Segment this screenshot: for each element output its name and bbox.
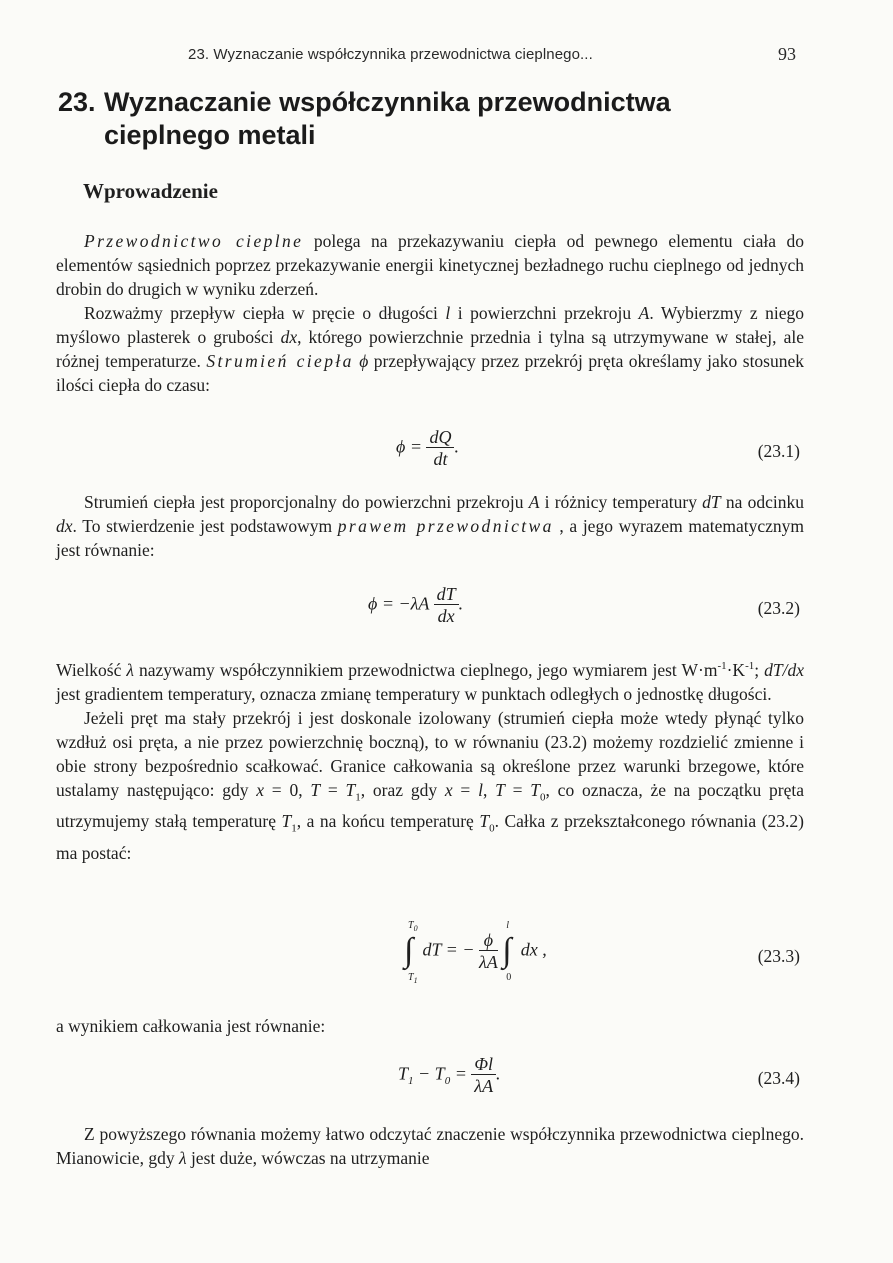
eq3-integrand-2: dx ,: [520, 939, 547, 960]
term-heat-conduction: Przewodnictwo cieplne: [84, 231, 304, 251]
symbol-l: l: [445, 303, 451, 323]
symbol-gradient: dT/dx: [764, 659, 804, 680]
symbol-lambda: λ: [126, 659, 134, 680]
text-run: . Wybierzmy z niego myślowo plasterek o grubości: [56, 303, 805, 347]
text-run: ;: [754, 659, 765, 680]
eq3-numerator: ϕ: [479, 930, 498, 951]
eq3-fraction: [479, 930, 498, 973]
text-run: przepływający przez przekrój pręta określamy jako stosunek ilości ciepła do czasu:: [56, 351, 805, 395]
paragraph-2: [56, 301, 804, 397]
body-block-5: [56, 1122, 804, 1170]
symbol-x: x: [444, 779, 453, 800]
text-run: = 0,: [264, 779, 311, 800]
page-number: 93: [778, 44, 796, 64]
exponent: -1: [745, 660, 755, 672]
eq3-label: (23.3): [757, 946, 800, 966]
chapter-title-line2: cieplnego metali: [104, 120, 316, 150]
text-run: ,: [482, 779, 496, 800]
symbol-lambda: λ: [178, 1148, 187, 1168]
symbol-T: T: [310, 779, 321, 800]
subscript: 0: [489, 822, 495, 835]
text-run: na odcinku: [720, 492, 804, 512]
subscript: 1: [355, 791, 361, 804]
int1-lower: T: [408, 971, 414, 983]
eq1-fraction: [426, 427, 454, 470]
symbol-T1: T: [345, 779, 356, 800]
text-run: =: [452, 779, 479, 800]
int2-upper: l: [506, 919, 510, 931]
paragraph-4: [56, 654, 804, 706]
eq4-minus: −: [413, 1063, 435, 1084]
text-run: jest gradientem temperatury, oznacza zmianę temperatury w punktach odległych o jednostkę długości.: [56, 683, 772, 704]
paragraph-5: [56, 706, 804, 865]
subscript: 1: [291, 822, 297, 835]
chapter-title-line1: Wyznaczanie współczynnika przewodnictwa: [104, 87, 671, 117]
eq4-numerator: Φl: [471, 1054, 496, 1075]
int1-upper: T: [408, 919, 414, 931]
int1-lower-sub: 1: [413, 975, 418, 985]
paragraph-6: a wynikiem całkowania jest równanie:: [56, 1016, 326, 1036]
subscript: 0: [540, 791, 546, 804]
section-title: Wprowadzenie: [83, 179, 218, 203]
chapter-title: [58, 86, 778, 152]
symbol-dT: dT: [702, 492, 721, 512]
text-run: Jeżeli pręt ma stały przekrój i jest doskonale izolowany (strumień ciepła może wtedy płynąć tylko wzdłuż osi pręta, a nie przez powierzchnię boczną), to w równaniu (23.2) możemy rozdzielić zmienne i obie strony bezpośrednio scałkować. Granice całkowania są określone przez warunki brzegowe, które ustalamy następująco: gdy: [56, 707, 804, 800]
eq1-period: .: [454, 436, 459, 457]
symbol-l: l: [478, 779, 483, 800]
integral-sign-1: ∫ $T_0$ $T_1$: [404, 919, 418, 985]
body-block-3: [56, 654, 804, 865]
text-run: , a na końcu temperaturę: [296, 811, 480, 832]
eq4-period: .: [496, 1063, 501, 1084]
text-run: =: [504, 779, 531, 800]
eq4-equals: =: [450, 1063, 467, 1084]
eq4-T0: T: [434, 1063, 445, 1084]
eq4-label: (23.4): [757, 1068, 800, 1088]
eq1-label: (23.1): [757, 441, 800, 461]
chapter-number: 23.: [58, 87, 96, 117]
body-block-2: [56, 490, 804, 562]
eq4-sub1: 1: [408, 1075, 414, 1088]
eq1-lhs: ϕ =: [396, 436, 422, 457]
eq1-denominator: dt: [433, 449, 448, 469]
body-block-4: [56, 1014, 804, 1038]
text-run: ·K: [726, 659, 746, 680]
text-run: , którego powierzchnie przednia i tylna są utrzymywane w stałej, ale różnej temperaturze.: [56, 327, 804, 371]
equation-23-4: [56, 1052, 804, 1102]
integral-sign-2: ∫ l 0: [502, 919, 512, 983]
eq2-denominator: dx: [437, 606, 455, 626]
body-block-1: [56, 229, 804, 397]
eq4-denominator: λA: [474, 1076, 494, 1096]
symbol-T0: T: [479, 811, 490, 832]
eq3-denominator: λA: [478, 952, 498, 972]
eq1-numerator: dQ: [426, 427, 454, 448]
text-run: . To stwierdzenie jest podstawowym: [72, 516, 338, 536]
text-run: , co oznacza, że na początku pręta utrzymujemy stałą temperaturę: [56, 779, 805, 832]
symbol-A: A: [528, 492, 540, 512]
int1-upper-sub: 0: [413, 923, 418, 933]
text-run: Strumień ciepła jest proporcjonalny do powierzchni przekroju: [84, 492, 529, 512]
eq2-numerator: dT: [434, 584, 459, 605]
equation-23-2: [56, 584, 804, 634]
text-run: nazywamy współczynnikiem przewodnictwa cieplnego, jego wymiarem jest W·m: [133, 659, 718, 680]
symbol-dx: dx: [280, 327, 298, 347]
eq3-integrand-1: dT = −: [422, 939, 475, 960]
text-run: Wielkość: [56, 659, 127, 680]
paragraph-text: polega na przekazywaniu ciepła od pewnego elementu ciała do elementów sąsiednich poprzez przekazywanie energii kinetycznej bezładnego ruchu cieplnego od jednych drobin do drugich w wyniku zderzeń.: [56, 231, 804, 299]
eq4-sub0: 0: [444, 1075, 451, 1088]
text-run: , a jego wyrazem matematycznym jest równanie:: [56, 516, 804, 560]
eq2-period: .: [458, 593, 464, 614]
text-run: Z powyższego równania możemy łatwo odczytać znaczenie współczynnika przewodnictwa cieplnego. Mianowicie, gdy: [56, 1124, 804, 1168]
text-run: . Całka z przekształconego równania (23.2) ma postać:: [56, 811, 804, 863]
symbol-T: T: [495, 779, 505, 800]
symbol-x: x: [256, 779, 265, 800]
equation-23-3: [56, 919, 804, 986]
exponent: -1: [717, 660, 727, 672]
eq2-lhs: ϕ = −λA: [368, 593, 430, 614]
term-heat-flux: Strumień ciepła: [206, 351, 354, 371]
paragraph-3: [56, 490, 804, 562]
text-run: Rozważmy przepływ ciepła w pręcie o długości: [84, 303, 446, 323]
eq4-T1: T: [398, 1063, 409, 1084]
eq4-fraction: [471, 1054, 496, 1097]
eq2-label: (23.2): [757, 598, 800, 618]
symbol-phi: ϕ: [359, 351, 369, 371]
paragraph-7: [56, 1122, 804, 1170]
text-run: i powierzchni przekroju: [450, 303, 639, 323]
text-run: i różnicy temperatury: [539, 492, 703, 512]
paragraph-1: [56, 229, 804, 301]
symbol-dx: dx: [56, 516, 73, 536]
symbol-T1: T: [281, 811, 292, 832]
eq2-fraction: [434, 584, 459, 627]
text-run: jest duże, wówczas na utrzymanie: [186, 1148, 430, 1168]
running-title: 23. Wyznaczanie współczynnika przewodnictwa cieplnego...: [188, 46, 593, 63]
equation-23-1: [56, 427, 804, 477]
text-run: =: [320, 779, 346, 800]
int2-lower: 0: [506, 971, 512, 983]
term-conduction-law: prawem przewodnictwa: [337, 516, 554, 536]
symbol-T0: T: [530, 779, 541, 800]
text-run: , oraz gdy: [360, 779, 445, 800]
symbol-A: A: [638, 303, 650, 323]
running-header: [0, 46, 893, 68]
